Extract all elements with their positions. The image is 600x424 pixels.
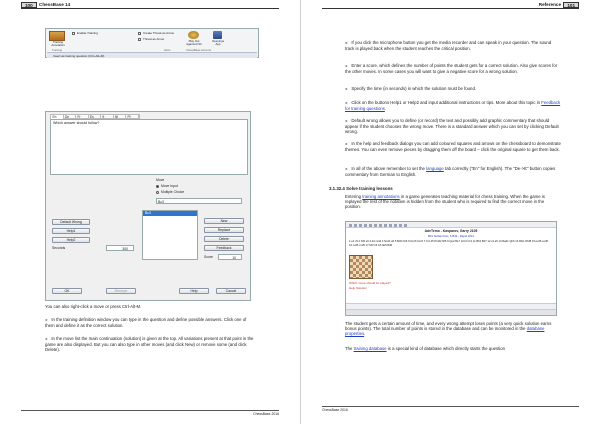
training-annotations-link[interactable]: training annotations (362, 194, 400, 199)
score-label: Score (204, 255, 213, 259)
paragraph (345, 346, 561, 351)
right-page (300, 0, 600, 424)
bullet-text: In the help and feedback dialogs you can add coloured squares and arrows on the chessboard to demonstrate themes. You can even remove pieces by dragging them off the board – click the original square to get them back. (345, 141, 561, 152)
status-text: Insert as training question (Ctrl+Alt+M) (53, 54, 105, 58)
move-list[interactable] (142, 210, 198, 260)
score-field[interactable] (218, 254, 242, 260)
bullet-text: Default wrong allows you to define (or record) the text and possibly add graphic commentary that should appear if the student chooses the wrong move. There is a standard answer which you can set by clicking Default wrong. (345, 118, 559, 134)
bullet-icon: ► (345, 142, 349, 146)
feedback-link[interactable]: Feedback for training questions (345, 100, 561, 111)
bullet-icon: ► (45, 337, 49, 341)
bullet-text: If you click the microphone button you get the media recorder and can speak in your question. The sound track is played back when the student reaches the critical position. (345, 40, 552, 51)
text-span: . (364, 331, 366, 336)
ribbon-group-training: Training (52, 48, 63, 52)
paragraph (345, 321, 561, 336)
tab-nl[interactable]: Nl (114, 115, 127, 120)
hint-links[interactable]: Help Solution (349, 286, 367, 290)
footer-text: ChessBase 2016 (253, 412, 279, 416)
game-title: AdeTemo - Kasparov, Garry 2105 (424, 229, 478, 233)
question-text-area[interactable] (50, 119, 248, 175)
seconds-field[interactable] (106, 245, 134, 251)
ribbon-screenshot (45, 28, 259, 58)
help2-button[interactable]: Help2 (52, 237, 90, 243)
training-annotation-button[interactable]: Training Annotation (51, 40, 65, 47)
move-input-radio[interactable] (156, 185, 159, 188)
threat-arrow-label: Threat as Arrow (143, 37, 165, 41)
section-heading: 3.1.32.4 Solve training lessons (329, 186, 393, 191)
move-group-label: Move (156, 178, 165, 182)
seconds-label: Seconds (52, 246, 66, 250)
question-text: Which answer should follow? (53, 121, 100, 125)
bullet-icon: ► (345, 167, 349, 171)
bullet-text: Enter a score, which defines the number of points the student gets for a correct solution. Also give scores for the other moves. In some cases you will want to give a negative score for a wrong solution. (345, 63, 558, 74)
score-value: 10 (232, 255, 236, 260)
page-number: 100 (21, 2, 37, 8)
play-out-button[interactable]: Play Out Against Fritz (186, 39, 202, 46)
default-wrong-button[interactable]: Default Wrong (52, 219, 90, 225)
text-span: The (345, 346, 354, 351)
create-threat-checkbox[interactable] (138, 32, 141, 35)
bullet-paragraph (345, 100, 561, 111)
text-span: in a game generates teaching material for chess training. When the game is replayed the rest of the notation is hidden from the student who is required to find the correct move in the position. (345, 194, 545, 209)
paragraph: You can also right-click a move or press Ctrl-Alt-M. (45, 304, 142, 309)
openings-app-icon[interactable] (213, 31, 222, 39)
bullet-text: Click on the buttons Help1 or Help2 and input additional instructions or tips. More about this topic in (351, 100, 542, 105)
tab-fr[interactable]: Fr (76, 115, 89, 120)
bullet-icon: ► (45, 318, 49, 322)
tab-de[interactable]: De (64, 115, 77, 120)
bullet-text-end: . (384, 106, 387, 111)
help1-button[interactable]: Help1 (52, 228, 90, 234)
bullet-paragraph (345, 86, 561, 92)
bullet-text: In the training definition window you can type in the question and define possible answers. Click one of them and define it as the correct solution. (45, 317, 247, 328)
remove-button[interactable]: Remove (106, 288, 136, 294)
text-span: Entering (345, 194, 363, 199)
page-number: 101 (563, 2, 579, 8)
bullet-icon: ► (345, 41, 349, 45)
text-span: is a special kind of database which directly starts the question (386, 346, 506, 351)
bottom-scrollbar[interactable] (346, 309, 556, 315)
training-dialog (45, 111, 251, 301)
enable-training-label: Enable Training (77, 31, 98, 35)
bullet-paragraph (345, 118, 561, 134)
tab-es[interactable]: Es (89, 115, 102, 120)
enable-training-checkbox[interactable] (72, 32, 75, 35)
page-header (322, 2, 579, 9)
ribbon-status-bar (47, 52, 257, 58)
tab-pt[interactable]: Pt (126, 115, 139, 120)
page-footer (21, 410, 279, 416)
create-threat-label: Create Threat as Arrow (143, 31, 174, 35)
cancel-button[interactable]: Cancel (216, 288, 246, 294)
ribbon-group-hints: Hints (164, 48, 171, 52)
ribbon-group-account: ChessBase Account (186, 48, 212, 52)
openings-app-button[interactable]: Openings App (212, 39, 224, 46)
text-span: The student gets a certain amount of time, and every wrong attempt loses points (a very quick solution earns bonus points). The total number of points is stored in the database and can be monitored in the (345, 321, 552, 331)
page-footer (322, 406, 579, 412)
bullet-text: In all of the above remember to set the (351, 166, 427, 171)
paragraph (345, 194, 561, 209)
move-input-label: Move Input (161, 184, 178, 188)
training-database-link[interactable]: training database (353, 346, 387, 351)
multiple-choice-label: Multiple Choice (161, 190, 185, 194)
language-link[interactable]: language (426, 166, 444, 171)
header-title: ChessBase 14 (39, 2, 71, 7)
game-subtitle: B41 Sicilian Kan, 6 Bd3 - Rapid 2012 (427, 234, 475, 238)
header-title: Reference (538, 2, 561, 7)
multiple-choice-radio[interactable] (156, 191, 159, 194)
bullet-paragraph (345, 141, 561, 152)
bullet-icon: ► (345, 119, 349, 123)
help-button[interactable]: Help (179, 288, 209, 294)
bullet-icon: ► (345, 87, 349, 91)
play-out-icon[interactable] (188, 31, 199, 39)
bullet-icon: ► (345, 101, 349, 105)
bullet-paragraph (345, 63, 561, 74)
feedback-button[interactable]: Feedback (204, 245, 244, 251)
notation-toolbar (346, 222, 556, 228)
chessboard-diagram[interactable] (349, 255, 373, 279)
page-header (21, 2, 279, 9)
threat-arrow-checkbox[interactable] (138, 38, 141, 41)
bullet-icon: ► (345, 64, 349, 68)
move-field-value: Bc3 (158, 199, 164, 204)
bullet-text: Specify the time (in seconds) in which the solution must be found. (351, 86, 477, 91)
toolbar-buttons[interactable] (349, 224, 409, 227)
bullet-paragraph (45, 336, 257, 352)
new-button[interactable]: New (204, 218, 244, 224)
ok-button[interactable]: OK (52, 288, 82, 294)
question-prompt: Which move should be played? (349, 281, 391, 285)
list-item[interactable]: Bc3 (143, 211, 197, 216)
replace-button[interactable]: Replace (204, 227, 244, 233)
delete-button[interactable]: Delete (204, 236, 244, 242)
bullet-paragraph (345, 166, 561, 177)
footer-text: ChessBase 2016 (322, 408, 348, 412)
move-field[interactable] (156, 198, 242, 204)
bullet-paragraph (45, 317, 257, 328)
seconds-value: 300 (122, 246, 128, 251)
tab-en[interactable]: En (51, 115, 64, 120)
game-notation: 1.e4 c5 2.Nf3 e6 3.d4 cxd4 4.Nxd4 a6 5.Bd3 Nc6 6.Nxc6 bxc6 7.0-0 d5 8.Nd2 Nf6 9.Qe2 Be7 10.b3 0-0 11.Bb2 Bb7 12.c4 a5 13.Rad1 Qb6 14.Rfe1 Rfd8 15.exd5 exd5 16.cxd5 cxd5 17.Nf3 h6 18.Ne5 Bd6 (349, 240, 548, 247)
bullet-text-end: tab correctly ("En" for English). The "De->E" button copies commentary from German to English. (345, 166, 556, 177)
bullet-paragraph (345, 40, 561, 51)
notation-screenshot (345, 221, 557, 316)
bullet-text: In the move list the main continuation (solution) is given at the top. All variations present at that point in the game are also displayed. But you can also type in other moves (and click New) or remove some (and click Delete). (45, 336, 254, 352)
tab-it[interactable]: It (101, 115, 114, 120)
database-properties-link[interactable]: database properties (345, 326, 545, 336)
